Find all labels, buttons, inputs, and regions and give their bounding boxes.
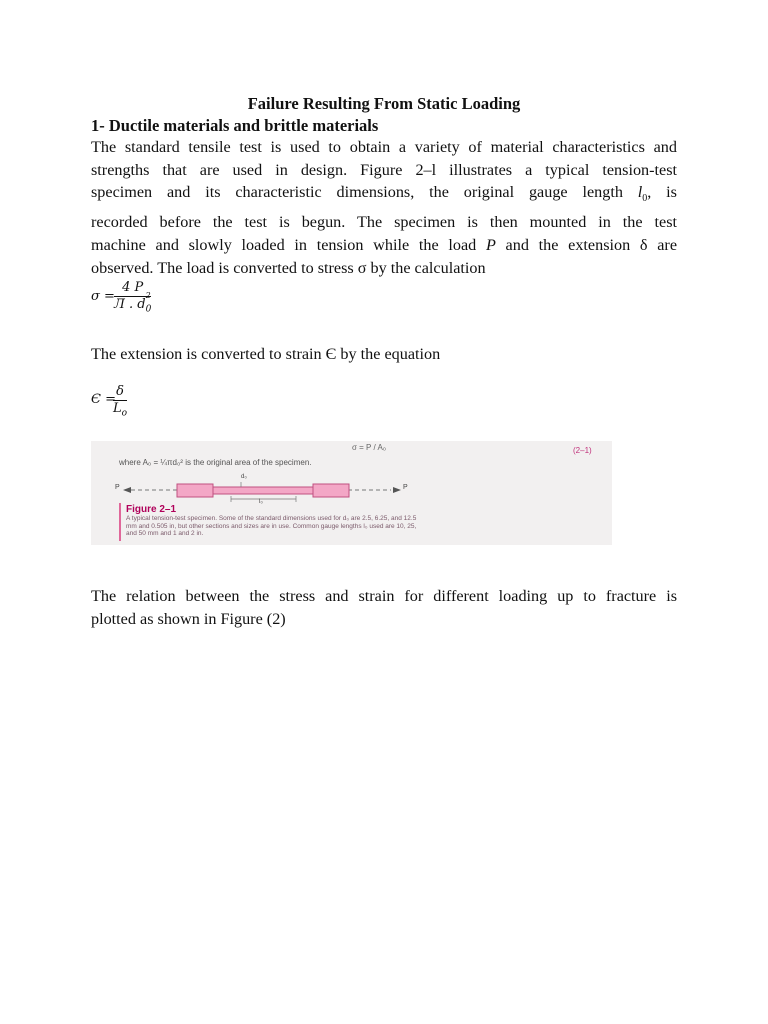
paragraph-line: The standard tensile test is used to obtain a variety of material characteristics and	[91, 138, 677, 156]
figure-equation: σ = P / A₀	[352, 443, 387, 452]
paragraph-line: The relation between the stress and strain for different loading up to fracture is	[91, 587, 677, 605]
equation-lhs: Є =	[91, 392, 116, 407]
section-heading: 1- Ductile materials and brittle materials	[91, 116, 379, 135]
load-label-right: P	[403, 484, 408, 491]
figure-caption-title: Figure 2–1	[126, 504, 177, 515]
tension-test-figure	[91, 441, 612, 545]
figure-equation-number: (2–1)	[573, 446, 592, 455]
equation-fraction: $\frac{\delta}{L_o}$	[113, 384, 128, 419]
load-label-left: P	[115, 484, 120, 491]
paragraph-line: strengths that are used in design. Figure 2–l illustrates a typical tension-test	[91, 160, 677, 179]
gauge-length-label: l₀	[259, 499, 263, 505]
diameter-label: d₀	[241, 474, 247, 480]
figure-caption: A typical tension-test specimen. Some of the standard dimensions used for d₀ are 2.5, 6.25, and 12.5 mm and 0.505 in, but other sections and sizes are in use. Common gauge lengths l₀ used are 10, 25, and 50 mm and 1 and 2 in.	[126, 515, 417, 537]
paragraph-line: machine and slowly loaded in tension while the load P and the extension δ are	[91, 236, 678, 255]
paragraph-strain: The extension is converted to strain Є by the equation	[91, 345, 441, 363]
paragraph-intro	[91, 136, 677, 279]
document-title: Failure Resulting From Static Loading	[247, 94, 521, 113]
equation-fraction: 4 P Л . d 2 $_0$	[114, 280, 152, 315]
figure-where-text: where A₀ = ¼πd₀² is the original area of the specimen.	[119, 458, 312, 467]
paragraph-line: specimen and its characteristic dimensions, the original gauge length $l_0$, is	[91, 183, 677, 205]
paragraph-line: plotted as shown in Figure (2)	[91, 609, 286, 628]
paragraph-line: recorded before the test is begun. The specimen is then mounted in the test	[91, 213, 677, 232]
paragraph-relation	[91, 585, 677, 630]
equation-lhs: σ =	[91, 289, 115, 304]
paragraph-line: observed. The load is converted to stress σ by the calculation	[91, 258, 486, 277]
